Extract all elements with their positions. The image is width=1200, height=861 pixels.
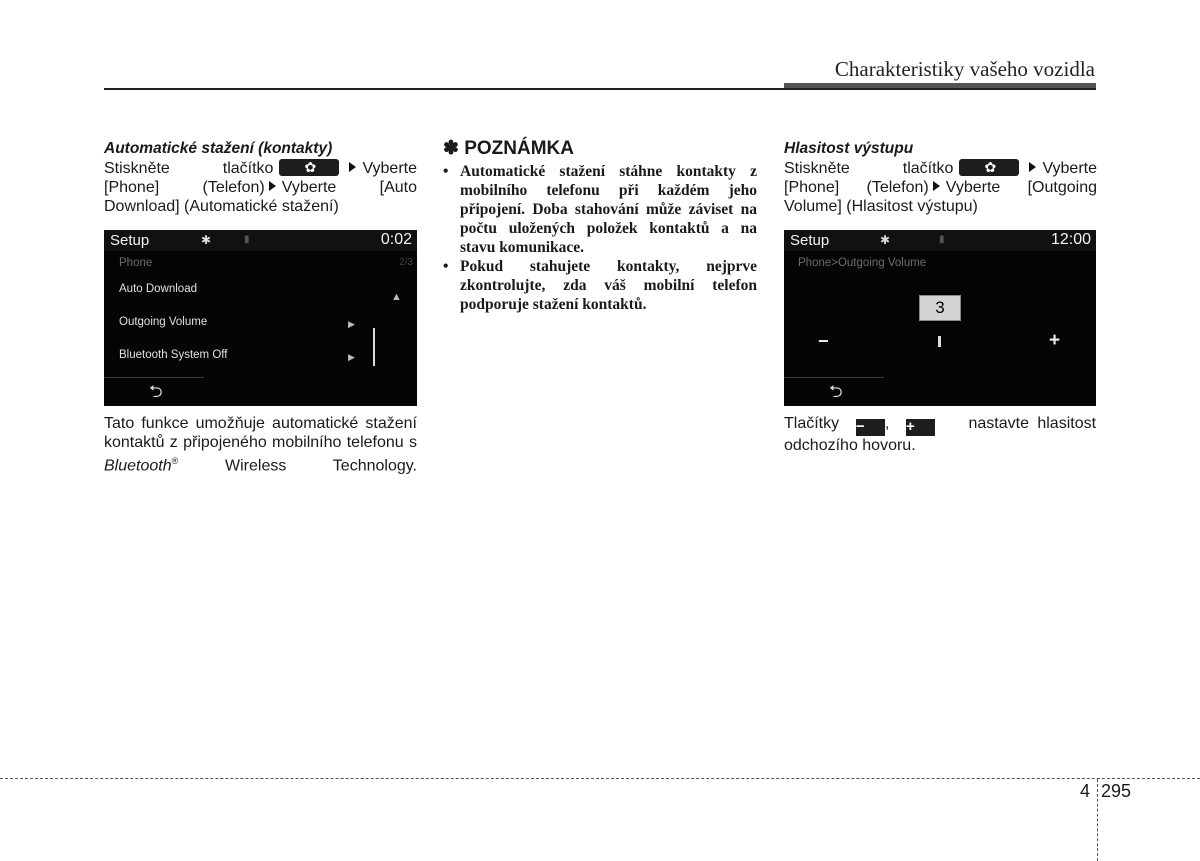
volume-value-box: 3 xyxy=(919,295,961,321)
footer-divider xyxy=(1097,779,1098,861)
section-title: Automatické stažení (kontakty) xyxy=(104,140,333,157)
screen-title: Setup xyxy=(110,232,150,249)
section-auto-download xyxy=(104,139,417,216)
section-output-volume xyxy=(784,139,1097,216)
screen-clock: 0:02 xyxy=(380,231,412,248)
gear-icon: ✿ xyxy=(984,159,997,175)
instruction-line-2: [Phone] (Telefon) Vyberte [Outgoing xyxy=(784,179,1097,196)
menu-item-auto-download[interactable]: Auto Download xyxy=(119,283,197,295)
volume-description: Tlačítky − , + nastavte hlasitost odchozího hovoru. xyxy=(784,415,1097,454)
bluetooth-brand: Bluetooth xyxy=(104,457,172,475)
arrow-right-icon xyxy=(349,162,356,172)
screen-subtitle: Phone xyxy=(119,257,153,269)
screen-outgoing-volume xyxy=(784,230,1096,406)
note-item: • Automatické stažení stáhne kontakty z mobilního telefonu při každém jeho připojení. Doba stahování může záviset na počtu uložených položek kontaktů a na stavu komunikace. xyxy=(443,162,757,257)
battery-icon: ▮ xyxy=(939,234,945,245)
screen-title: Setup xyxy=(790,232,830,249)
auto-download-description xyxy=(104,414,417,475)
description-text: Tato funkce umožňuje automatické stažení kontaktů z připojeného mobilního telefonu s xyxy=(104,415,417,451)
chevron-right-icon: ▶ xyxy=(348,319,355,329)
instruction-line-2: [Phone] (Telefon) Vyberte [Auto xyxy=(104,179,417,196)
instruction-line-1: Stiskněte tlačítko ✿ Vyberte xyxy=(104,159,417,177)
page-indicator: 2/3 xyxy=(399,257,413,268)
minus-button-icon: − xyxy=(856,419,885,436)
header-rule xyxy=(104,88,1096,90)
setup-button-icon xyxy=(959,159,1019,176)
note-list xyxy=(443,162,757,314)
screen-auto-download xyxy=(104,230,417,406)
arrow-right-icon xyxy=(933,181,940,191)
note-box xyxy=(443,139,757,314)
instruction-line-1: Stiskněte tlačítko ✿ Vyberte xyxy=(784,159,1097,177)
running-header-title: Charakteristiky vašeho vozidla xyxy=(834,57,1095,81)
section-title: Hlasitost výstupu xyxy=(784,140,914,157)
description-text-end: Wireless Technology. xyxy=(225,457,417,475)
instruction-line-3: Volume] (Hlasitost výstupu) xyxy=(784,198,978,215)
chevron-right-icon: ▶ xyxy=(348,352,355,362)
arrow-right-icon xyxy=(269,181,276,191)
page-number: 295 xyxy=(1101,781,1132,801)
plus-button-icon: + xyxy=(906,419,935,436)
volume-down-button[interactable]: − xyxy=(818,331,829,351)
note-item: • Pokud stahujete kontakty, nejprve zkontrolujte, zda váš mobilní telefon podporuje stažení kontaktů. xyxy=(443,257,757,314)
chapter-number: 4 xyxy=(1080,781,1091,801)
footer-rule xyxy=(0,778,1200,779)
menu-item-bluetooth-off[interactable]: Bluetooth System Off xyxy=(119,349,228,361)
battery-icon: ▮ xyxy=(244,234,250,245)
back-icon[interactable]: ⮌ xyxy=(149,382,163,401)
arrow-right-icon xyxy=(1029,162,1036,172)
menu-item-outgoing-volume[interactable]: Outgoing Volume xyxy=(119,316,208,328)
screen-status-bar xyxy=(104,230,417,251)
instruction-line-3: Download] (Automatické stažení) xyxy=(104,198,339,215)
screen-clock: 12:00 xyxy=(1050,231,1091,248)
volume-up-button[interactable]: + xyxy=(1049,330,1061,351)
bluetooth-icon: ✱ xyxy=(201,233,212,247)
scrollbar[interactable] xyxy=(373,328,375,366)
gear-icon: ✿ xyxy=(304,159,317,175)
setup-button-icon xyxy=(279,159,339,176)
registered-mark: ® xyxy=(171,456,179,466)
screen-breadcrumb: Phone>Outgoing Volume xyxy=(798,257,927,269)
note-heading: ✽ POZNÁMKA xyxy=(443,138,574,159)
volume-slider-marker[interactable] xyxy=(938,336,941,347)
scroll-up-icon[interactable]: ▲ xyxy=(391,291,402,303)
back-bar-divider xyxy=(784,377,884,378)
back-bar-divider xyxy=(104,377,204,378)
bluetooth-icon: ✱ xyxy=(880,233,891,247)
back-icon[interactable]: ⮌ xyxy=(829,382,843,401)
